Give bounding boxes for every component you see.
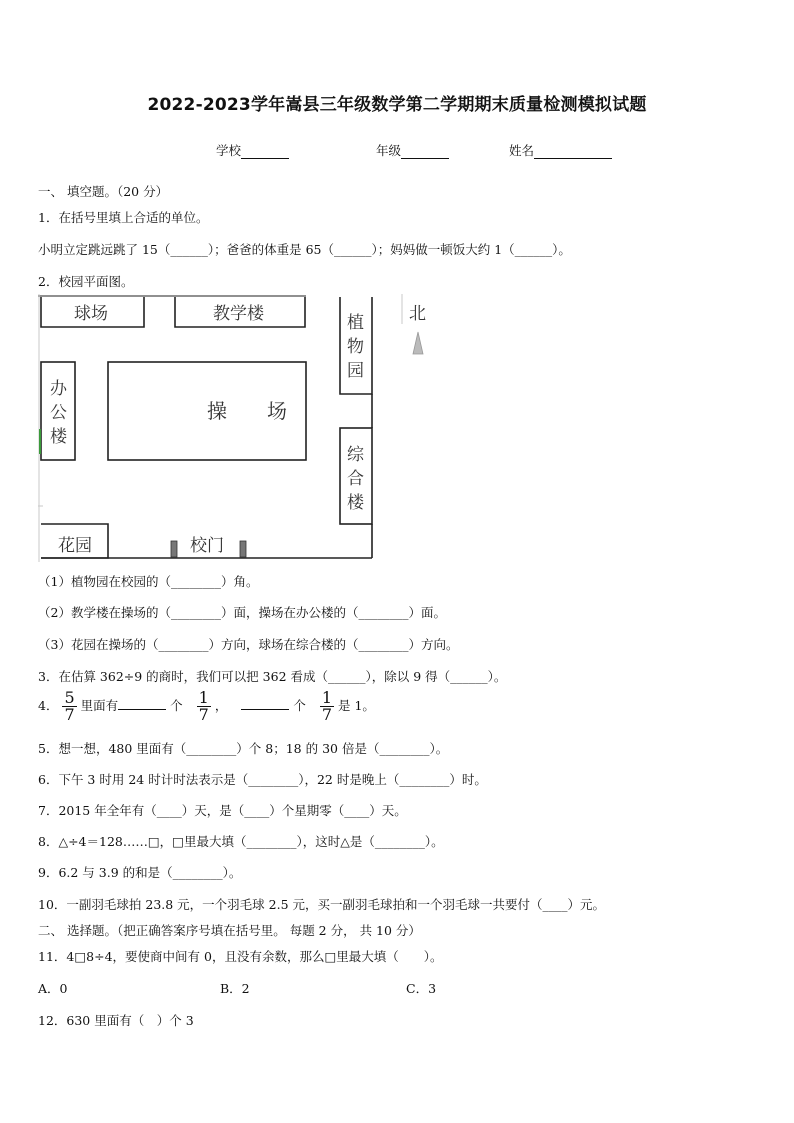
grade-field [376,141,449,159]
map-label-office-2: 公 [50,403,67,423]
q4-text2: 个 [170,698,183,713]
q4-text4: 个 [293,698,306,713]
north-arrow-icon [413,332,423,354]
map-label-complex-2: 合 [347,469,364,489]
grade-blank[interactable] [401,145,449,159]
q4-fraction-1-7-b: $\frac{1}{7}$ [321,688,332,724]
name-label: 姓名 [509,143,535,158]
q2-sub1: （1）植物园在校园的（________）角。 [38,574,259,589]
q1-title: 1．在括号里填上合适的单位。 [38,210,209,225]
option-a[interactable]: A．0 [38,981,68,996]
grade-label: 年级 [376,143,402,158]
q10: 10．一副羽毛球拍 23.8 元，一个羽毛球 2.5 元，买一副羽毛球拍和一个羽毛球一共要付（____）元。 [38,897,606,912]
option-c[interactable]: C．3 [406,981,437,996]
q4-text3: ， [214,698,228,713]
q12: 12．630 里面有（ ）个 3 [38,1013,194,1028]
map-label-office-1: 办 [50,379,67,399]
map-label-botanical-3: 园 [347,361,364,381]
map-label-botanical-1: 植 [347,313,364,333]
map-label-complex-3: 楼 [347,493,364,513]
q9: 9．6.2 与 3.9 的和是（________）。 [38,865,242,880]
q4-blank-1[interactable] [118,697,166,710]
map-label-complex-1: 综 [347,445,364,465]
map-label-gate: 校门 [190,536,224,556]
q4-fraction-5-7: $\frac{5}{7}$ [64,688,75,724]
q6: 6．下午 3 时用 24 时计时法表示是（________），22 时是晚上（________）时。 [38,772,487,787]
q7: 7．2015 年全年有（____）天，是（____）个星期零（____）天。 [38,803,407,818]
section2-heading: 二、 选择题。（把正确答案序号填在括号里。 每题 2 分， 共 10 分） [38,923,421,938]
q4-prefix: 4． [38,698,59,713]
q4-blank-2[interactable] [241,697,289,710]
map-label-garden: 花园 [58,536,92,556]
q1-text: 小明立定跳远跳了 15（______）；爸爸的体重是 65（______）；妈妈做一顿饭大约 1（______）。 [38,242,571,257]
q5: 5．想一想，480 里面有（________）个 8；18 的 30 倍是（________）。 [38,741,449,756]
map-label-ball-field: 球场 [74,304,108,324]
q4-fraction-1-7-a: $\frac{1}{7}$ [198,688,209,724]
q11: 11．4□8÷4，要使商中间有 0，且没有余数，那么□里最大填（ ）。 [38,949,443,964]
gate-post-left [171,541,177,557]
q4-text1: 里面有 [80,698,119,713]
map-label-office-3: 楼 [50,427,67,447]
map-label-playground: 操 场 [207,399,287,423]
school-blank[interactable] [241,145,289,159]
section1-heading: 一、 填空题。（20 分） [38,184,169,199]
q4-text5: 是 1。 [338,698,375,713]
gate-post-right [240,541,246,557]
option-b[interactable]: B．2 [220,981,250,996]
campus-map [38,294,438,562]
q2-title: 2．校园平面图。 [38,274,134,289]
q2-sub3: （3）花园在操场的（________）方向，球场在综合楼的（________）方向。 [38,637,459,652]
q11-options [38,979,436,997]
page-title: 2022-2023学年嵩县三年级数学第二学期期末质量检测模拟试题 [147,95,647,115]
name-blank[interactable] [534,145,612,159]
q3: 3．在估算 362÷9 的商时，我们可以把 362 看成（______），除以 9 得（______）。 [38,669,507,684]
school-field [216,141,289,159]
q2-sub2: （2）教学楼在操场的（________）面，操场在办公楼的（________）面。 [38,605,446,620]
map-label-botanical-2: 物 [347,337,364,357]
q8: 8．△÷4＝128……□，□里最大填（________），这时△是（________）。 [38,834,444,849]
name-field [509,141,612,159]
map-label-north: 北 [409,304,426,324]
school-label: 学校 [216,143,242,158]
map-label-teaching-building: 教学楼 [213,304,264,324]
q4 [38,690,375,723]
